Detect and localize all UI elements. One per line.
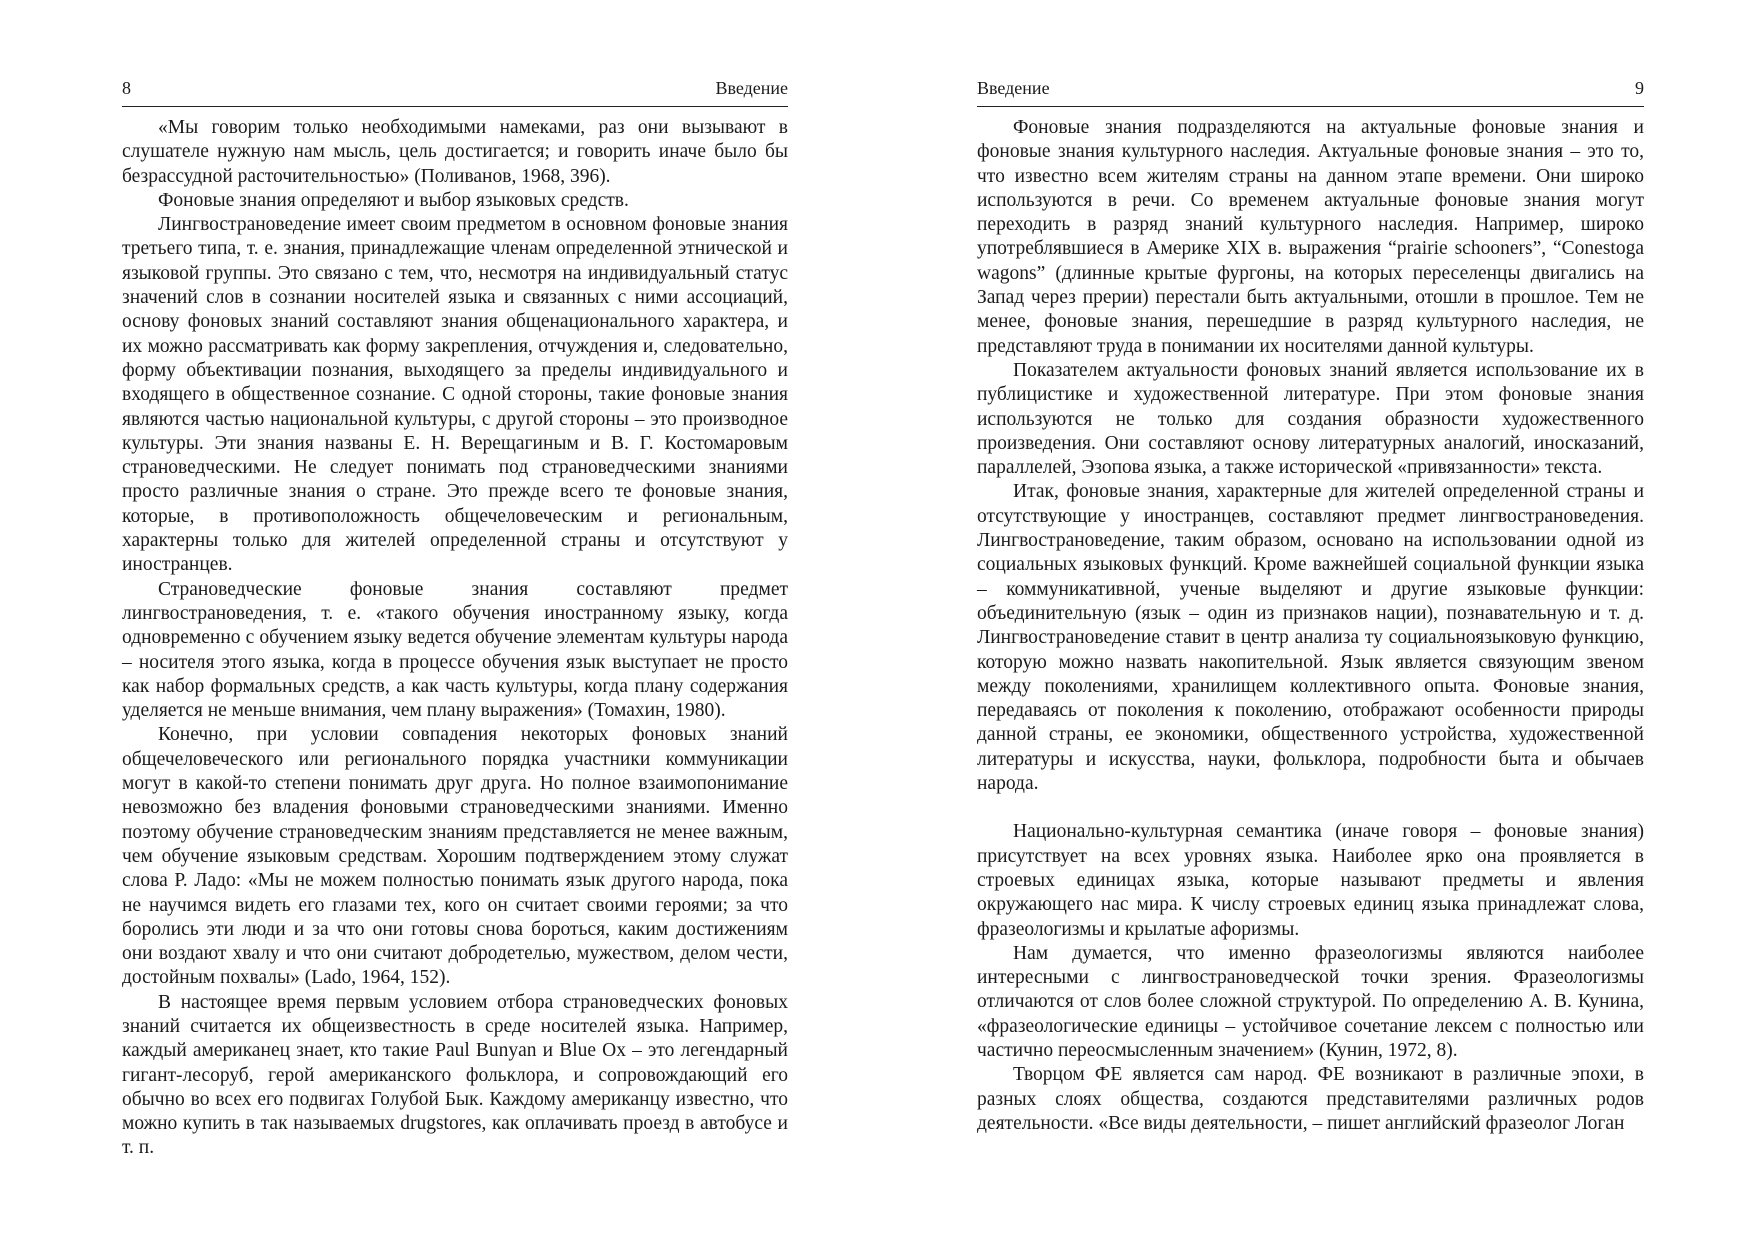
right-page bbox=[977, 0, 1644, 1241]
page-number: 8 bbox=[122, 78, 131, 98]
running-head: Введение bbox=[715, 78, 788, 98]
paragraph: Лингвострановедение имеет своим предметом в основном фоновые знания третьего типа, т. е. знания, принадлежащие членам определенной этнической и языковой группы. Это связано с тем, что, несмотря на индивидуальный статус значений слов в сознании носителей языка и связанных с ними ассоциаций, основу фоновых знаний составляют знания общенационального характера, и их можно рассматривать как форму закрепления, отчуждения и, следовательно, форму объективации познания, выходящего за пределы индивидуального и входящего в общественное сознание. С одной стороны, такие фоновые знания являются частью национальной культуры, с другой стороны – это производное культуры. Эти знания названы Е. Н. Верещагиным и В. Г. Костомаровым страноведческими. Не следует понимать под страноведческими знаниями просто различные знания о стране. Это прежде всего те фоновые знания, которые, в противоположность общечеловеческим и региональным, характерны только для жителей определенной страны и отсутствуют у иностранцев. bbox=[122, 214, 788, 576]
left-page-body bbox=[122, 116, 788, 1161]
paragraph: Конечно, при условии совпадения некоторых фоновых знаний общечеловеческого или регионального порядка участники коммуникации могут в какой-то степени понимать друг друга. Но полное взаимопонимание невозможно без владения фоновыми страноведческими знаниями. Именно поэтому обучение страноведческим знаниям представляется не менее важным, чем обучение языковым средствам. Хорошим подтверждением этому служат слова Р. Ладо: «Мы не можем полностью понимать язык другого народа, пока не научимся видеть его глазами тех, кого он считает своими героями; за что боролись эти люди и за что они готовы снова бороться, каким достижениям они воздают хвалу и что они считают добродетелью, мужеством, делом чести, достойным похвалы» (Lado, 1964, 152). bbox=[122, 724, 788, 989]
paragraph: «Мы говорим только необходимыми намеками, раз они вызывают в слушателе нужную нам мысль, цель достигается; и говорить иначе было бы безрассудной расточительностью» (Поливанов, 1968, 396). bbox=[122, 117, 788, 187]
paragraph: Фоновые знания определяют и выбор языковых средств. bbox=[158, 189, 629, 211]
paragraph: Творцом ФЕ является сам народ. ФЕ возникают в различные эпохи, в разных слоях общества, создаются представителями различных родов деятельности. «Все виды деятельности, – пишет английский фразеолог Логан bbox=[977, 1064, 1644, 1134]
paragraph: Итак, фоновые знания, характерные для жителей определенной страны и отсутствующие у иностранцев, составляют предмет лингвострановедения. Лингвострановедение, таким образом, основано на использовании одной из социальных языковых функций. Кроме важнейшей социальной функции языка – коммуникативной, ученые выделяют и другие языковые функции: объединительную (язык – один из признаков нации), познавательную и т. д. Лингвострановедение ставит в центр анализа ту социальноязыковую функцию, которую можно назвать накопительной. Язык является связующим звеном между поколениями, хранилищем коллективного опыта. Фоновые знания, передаваясь от поколения к поколению, отображают особенности природы данной страны, ее экономики, общественного устройства, художественной литературы и искусства, науки, фольклора, подробности быта и обычаев народа. bbox=[977, 481, 1644, 795]
paragraph: В настоящее время первым условием отбора страноведческих фоновых знаний считается их общеизвестность в среде носителей языка. Например, каждый американец знает, кто такие Paul Bunyan и Blue Ox – это легендарный гигант-лесоруб, герой американского фольклора, и сопровождающий его обычно во всех его подвигах Голубой Бык. Каждому американцу известно, что можно купить в так называемых drugstores, как оплачивать проезд в автобусе и т. п. bbox=[122, 991, 788, 1159]
right-page-body bbox=[977, 116, 1644, 1136]
paragraph: Нам думается, что именно фразеологизмы являются наиболее интересными с лингвострановедческой точки зрения. Фразеологизмы отличаются от слов более сложной структурой. По определению А. В. Кунина, «фразеологические единицы – устойчивое сочетание лексем с полностью или частично переосмысленным значением» (Кунин, 1972, 8). bbox=[977, 942, 1644, 1061]
left-page-header bbox=[122, 76, 788, 107]
page-number: 9 bbox=[1635, 78, 1644, 98]
running-head: Введение bbox=[977, 78, 1050, 98]
paragraph: Национально-культурная семантика (иначе говоря – фоновые знания) присутствует на всех уровнях языка. Наиболее ярко она проявляется в строевых единицах языка, которые называют предметы и явления окружающего нас мира. К числу строевых единиц языка принадлежат слова, фразеологизмы и крылатые афоризмы. bbox=[977, 821, 1644, 940]
left-page bbox=[122, 0, 788, 1241]
paragraph: Показателем актуальности фоновых знаний является использование их в публицистике и художественной литературе. При этом фоновые знания используются не только для создания образности художественного произведения. Они составляют основу литературных аналогий, иносказаний, параллелей, Эзопова языка, а также исторической «привязанности» текста. bbox=[977, 359, 1644, 479]
right-page-header bbox=[977, 76, 1644, 107]
paragraph: Фоновые знания подразделяются на актуальные фоновые знания и фоновые знания культурного наследия. Актуальные фоновые знания – это то, что известно всем жителям страны на данном этапе времени. Они широко используются в речи. Со временем актуальные фоновые знания могут переходить в разряд знаний культурного наследия. Например, широко употреблявшиеся в Америке XIX в. выражения “prairie schooners”, “Conestoga wagons” (длинные крытые фургоны, на которых переселенцы двигались на Запад через прерии) перестали быть актуальными, отошли в прошлое. Тем не менее, фоновые знания, перешедшие в разряд культурного наследия, не представляют труда в понимании их носителями данной культуры. bbox=[977, 117, 1644, 357]
paragraph: Страноведческие фоновые знания составляют предмет лингвострановедения, т. е. «такого обучения иностранному языку, когда одновременно с обучением языку ведется обучение элементам культуры народа – носителя этого языка, когда в процессе обучения язык выступает не просто как набор формальных средств, а как часть культуры, когда плану содержания уделяется не меньше внимания, чем плану выражения» (Томахин, 1980). bbox=[122, 578, 788, 722]
